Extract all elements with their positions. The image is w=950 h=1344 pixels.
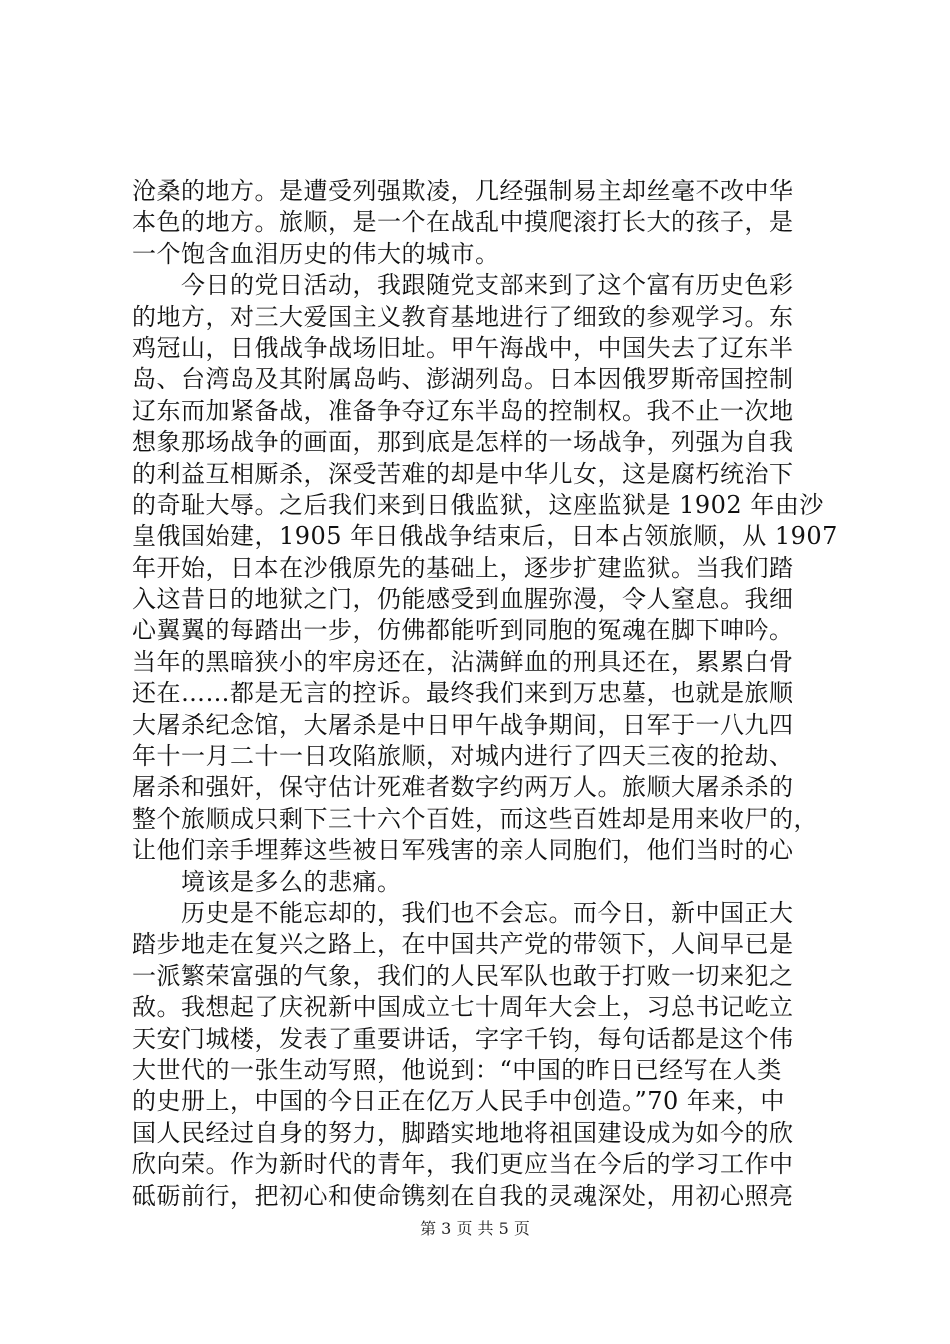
text-line: 踏步地走在复兴之路上，在中国共产党的带领下，人间早已是 [132, 930, 794, 959]
text-line: 入这昔日的地狱之门，仍能感受到血腥弥漫，令人窒息。我细 [132, 585, 794, 614]
text-line: 大世代的一张生动写照，他说到：“中国的昨日已经写在人类 [132, 1055, 782, 1084]
text-line: 的史册上，中国的今日正在亿万人民手中创造。”70 年来，中 [132, 1087, 785, 1116]
text-line: 心翼翼的每踏出一步，仿佛都能听到同胞的冤魂在脚下呻吟。 [132, 616, 794, 645]
text-line: 年开始，日本在沙俄原先的基础上，逐步扩建监狱。当我们踏 [132, 553, 794, 582]
text-line: 皇俄国始建，1905 年日俄战争结束后，日本占领旅顺，从 1907 [132, 522, 838, 551]
text-line: 一个饱含血泪历史的伟大的城市。 [132, 239, 500, 268]
text-line: 的奇耻大辱。之后我们来到日俄监狱，这座监狱是 1902 年由沙 [132, 490, 824, 519]
text-line: 鸡冠山，日俄战争战场旧址。甲午海战中，中国失去了辽东半 [132, 333, 794, 362]
text-line: 整个旅顺成只剩下三十六个百姓，而这些百姓却是用来收尸的， [132, 804, 818, 833]
paragraph-start-line: 境该是多么的悲痛。 [181, 867, 402, 896]
text-line: 本色的地方。旅顺，是一个在战乱中摸爬滚打长大的孩子，是 [132, 208, 794, 237]
text-line: 敌。我想起了庆祝新中国成立七十周年大会上，习总书记屹立 [132, 993, 794, 1022]
text-line: 岛、台湾岛及其附属岛屿、澎湖列岛。日本因俄罗斯帝国控制 [132, 365, 794, 394]
text-line: 让他们亲手埋葬这些被日军残害的亲人同胞们，他们当时的心 [132, 836, 794, 865]
text-line: 屠杀和强奸，保守估计死难者数字约两万人。旅顺大屠杀杀的 [132, 773, 794, 802]
text-line: 当年的黑暗狭小的牢房还在，沾满鲜血的刑具还在，累累白骨 [132, 647, 794, 676]
text-line: 沧桑的地方。是遭受列强欺凌，几经强制易主却丝毫不改中华 [132, 177, 794, 205]
text-line: 天安门城楼，发表了重要讲话，字字千钧，每句话都是这个伟 [132, 1024, 794, 1053]
text-line: 还在……都是无言的控诉。最终我们来到万忠墓，也就是旅顺 [132, 679, 794, 708]
text-line: 国人民经过自身的努力，脚踏实地地将祖国建设成为如今的欣 [132, 1118, 794, 1147]
text-line: 辽东而加紧备战，准备争夺辽东半岛的控制权。我不止一次地 [132, 396, 794, 425]
text-line: 的利益互相厮杀，深受苦难的却是中华儿女，这是腐朽统治下 [132, 459, 794, 488]
body-text [132, 176, 838, 1212]
text-line: 年十一月二十一日攻陷旅顺，对城内进行了四天三夜的抢劫、 [132, 742, 794, 771]
page-footer: 第 3 页 共 5 页 [420, 1219, 530, 1238]
paragraph-start-line: 今日的党日活动，我跟随党支部来到了这个富有历史色彩 [181, 271, 794, 300]
text-line: 大屠杀纪念馆，大屠杀是中日甲午战争期间，日军于一八九四 [132, 710, 794, 739]
paragraph-start-line: 历史是不能忘却的，我们也不会忘。而今日，新中国正大 [181, 898, 794, 927]
text-line: 一派繁荣富强的气象，我们的人民军队也敢于打败一切来犯之 [132, 961, 794, 990]
text-line: 的地方，对三大爱国主义教育基地进行了细致的参观学习。东 [132, 302, 794, 331]
text-line: 砥砺前行，把初心和使命镌刻在自我的灵魂深处，用初心照亮 [132, 1181, 794, 1210]
text-line: 欣向荣。作为新时代的青年，我们更应当在今后的学习工作中 [132, 1150, 794, 1179]
text-line: 想象那场战争的画面，那到底是怎样的一场战争，列强为自我 [132, 428, 794, 457]
